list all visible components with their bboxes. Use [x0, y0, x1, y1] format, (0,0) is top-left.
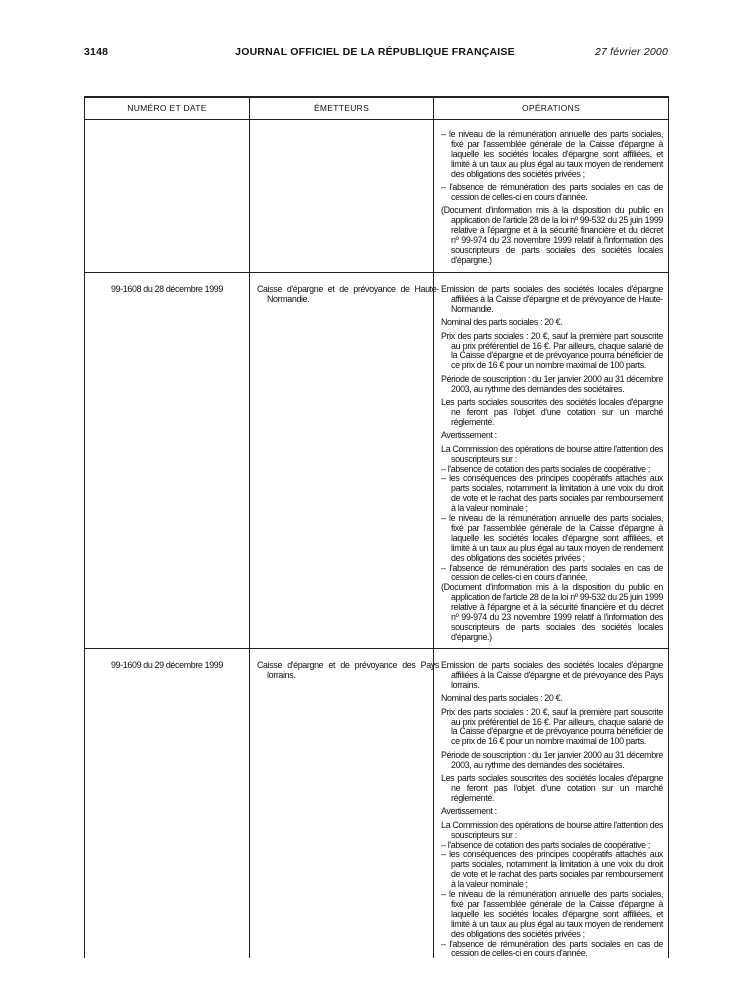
column-divider-1	[249, 96, 250, 958]
list-item: – l'absence de rémunération des parts sociales en cas de cession de celles-ci en cours d'année.	[441, 562, 663, 583]
list-item: (Document d'information mis à la disposition du public en application de l'article 28 de la loi nº 99-532 du 25 juin 1999 relative à l'épargne et à la sécurité financière et du décret nº 99-974 du 23 novembre 1999 relatif à l'information des souscripteurs de parts sociales des sociétés locales d'épargne.)	[441, 582, 663, 642]
list-item: Emission de parts sociales des sociétés locales d'épargne affiliées à la Caisse d'épargne et de prévoyance de Haute-Normandie.	[441, 284, 663, 314]
list-item: – les conséquences des principes coopératifs attachés aux parts sociales, notamment la limitation à une voix du droit de vote et le rachat des parts sociales par remboursement à la valeur nominale ;	[441, 849, 663, 890]
row-separator-2	[84, 648, 669, 649]
row1-numero-date: 99-1608 du 28 décembre 1999	[111, 284, 223, 294]
list-item: Nominal des parts sociales : 20 €.	[441, 317, 563, 328]
table-right-border	[668, 96, 669, 958]
list-item: Prix des parts sociales : 20 €, sauf la première part souscrite au prix préférentiel de 16 €. Par ailleurs, chaque salarié de la Caisse d'épargne et de prévoyance pourra bénéficier de ce prix de 16 € pour un nombre maximal de 100 parts.	[441, 330, 663, 371]
list-item: – l'absence de cotation des parts sociales de coopérative ;	[441, 839, 650, 850]
list-item: – le niveau de la rémunération annuelle des parts sociales, fixé par l'assemblée générale de la Caisse d'épargne à laquelle les sociétés locales d'épargne sont affiliées, et limité à un taux au plus égal au taux moyen de rendement des obligations des sociétés privées ;	[441, 889, 663, 939]
row2-emetteur: Caisse d'épargne et de prévoyance des Pays lorrains.	[257, 660, 439, 680]
list-item: Les parts sociales souscrites des sociétés locales d'épargne ne feront pas l'objet d'une cotation sur un marché réglementé.	[441, 397, 663, 427]
column-header-operations: OPÉRATIONS	[521, 103, 581, 113]
operations-continued	[441, 130, 663, 269]
list-item: Nominal des parts sociales : 20 €.	[441, 693, 563, 704]
row1-operations	[441, 285, 663, 646]
list-item: Avertissement :	[441, 430, 497, 441]
list-item: La Commission des opérations de bourse attire l'attention des souscripteurs sur :	[441, 819, 663, 840]
list-item: – le niveau de la rémunération annuelle des parts sociales, fixé par l'assemblée générale de la Caisse d'épargne à laquelle les sociétés locales d'épargne sont affiliées, et limité à un taux au plus égal au taux moyen de rendement des obligations des sociétés privées ;	[441, 129, 663, 179]
column-header-emetteurs: ÉMETTEURS	[313, 103, 370, 113]
list-item: Prix des parts sociales : 20 €, sauf la première part souscrite au prix préférentiel de 16 €. Par ailleurs, chaque salarié de la Caisse d'épargne et de prévoyance pourra bénéficier de ce prix de 16 € pour un nombre maximal de 100 parts.	[441, 706, 663, 747]
list-item: Les parts sociales souscrites des sociétés locales d'épargne ne feront pas l'objet d'une cotation sur un marché réglementé.	[441, 773, 663, 803]
column-divider-2	[433, 96, 434, 958]
row-separator-1	[84, 272, 669, 273]
list-item: Emission de parts sociales des sociétés locales d'épargne affiliées à la Caisse d'épargne et de prévoyance des Pays lorrains.	[441, 660, 663, 690]
row1-emetteur: Caisse d'épargne et de prévoyance de Haute-Normandie.	[257, 284, 439, 304]
list-item: – l'absence de rémunération des parts sociales en cas de cession de celles-ci en cours d'année.	[441, 938, 663, 959]
list-item: La Commission des opérations de bourse attire l'attention des souscripteurs sur :	[441, 443, 663, 464]
issue-date: 27 février 2000	[594, 46, 668, 58]
page-number: 3148	[84, 46, 109, 58]
list-item: – les conséquences des principes coopératifs attachés aux parts sociales, notamment la limitation à une voix du droit de vote et le rachat des parts sociales par remboursement à la valeur nominale ;	[441, 473, 663, 514]
list-item: Avertissement :	[441, 806, 497, 817]
journal-title: JOURNAL OFFICIEL DE LA RÉPUBLIQUE FRANÇAISE	[235, 46, 515, 58]
list-item: Période de souscription : du 1er janvier 2000 au 31 décembre 2003, au rythme des demandes des sociétaires.	[441, 749, 663, 770]
row2-numero-date: 99-1609 du 29 décembre 1999	[111, 660, 223, 670]
list-item: (Document d'information mis à la disposition du public en application de l'article 28 de la loi nº 99-532 du 25 juin 1999 relative à l'épargne et à la sécurité financière et du décret nº 99-974 du 23 novembre 1999 relatif à l'information des souscripteurs de parts sociales des sociétés locales d'épargne.)	[441, 205, 663, 265]
header-bottom-rule	[84, 119, 669, 120]
list-item: – le niveau de la rémunération annuelle des parts sociales, fixé par l'assemblée générale de la Caisse d'épargne à laquelle les sociétés locales d'épargne sont affiliées, et limité à un taux au plus égal au taux moyen de rendement des obligations des sociétés privées ;	[441, 513, 663, 563]
row2-operations	[441, 661, 663, 959]
list-item: – l'absence de cotation des parts sociales de coopérative ;	[441, 463, 650, 474]
list-item: Période de souscription : du 1er janvier 2000 au 31 décembre 2003, au rythme des demandes des sociétaires.	[441, 373, 663, 394]
list-item: – l'absence de rémunération des parts sociales en cas de cession de celles-ci en cours d'année.	[441, 182, 663, 202]
column-header-numero: NUMÉRO ET DATE	[127, 103, 207, 113]
table-left-border	[84, 96, 85, 958]
